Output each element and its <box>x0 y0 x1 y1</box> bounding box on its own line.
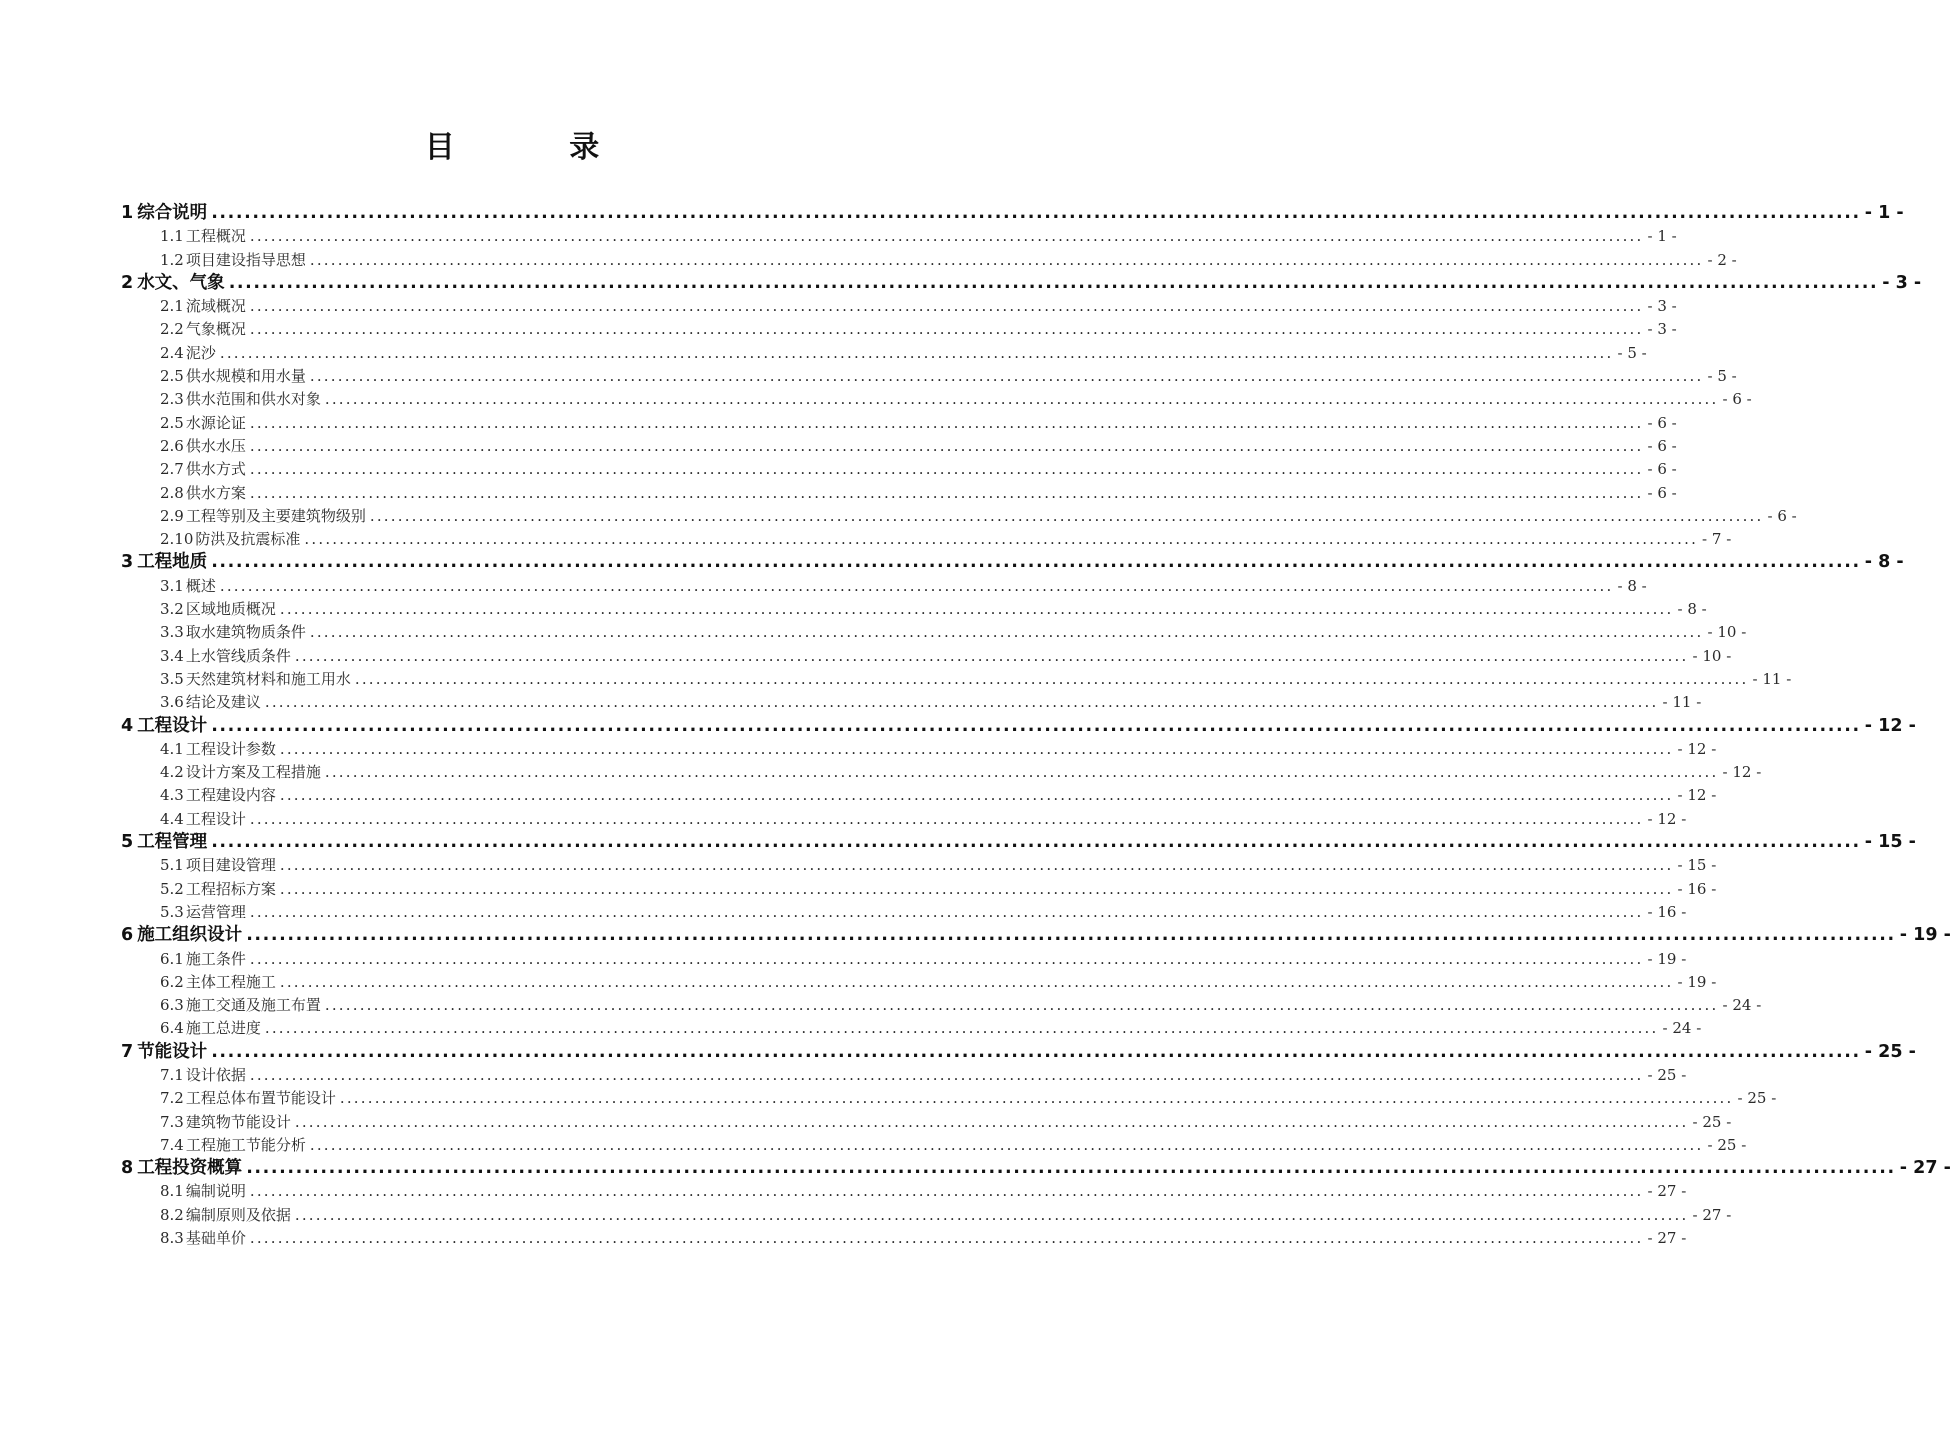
toc-entry-number: 5.3 <box>160 902 184 921</box>
toc-entry-label: 工程设计 <box>137 715 208 736</box>
toc-entry-label: 工程概况 <box>185 227 246 246</box>
toc-section-entry[interactable] <box>121 1180 1687 1203</box>
toc-entry-label: 运营管理 <box>185 902 246 921</box>
toc-page-number: - 27 - <box>1647 1182 1687 1201</box>
toc-entry-label: 供水规模和用水量 <box>185 367 306 386</box>
toc-chapter-entry[interactable] <box>121 924 1951 947</box>
toc-entry-number: 2.9 <box>160 506 184 525</box>
toc-page-number: - 6 - <box>1647 483 1677 502</box>
dot-leader: ........................................................................................................................................................................................................ <box>279 786 1674 805</box>
dot-leader: ........................................................................................................................................................................................................ <box>246 1158 1896 1179</box>
toc-section-entry[interactable] <box>121 691 1702 714</box>
dot-leader: ........................................................................................................................................................................................................ <box>279 879 1674 898</box>
toc-entry-number: 3.3 <box>160 623 184 642</box>
toc-entry-label: 工程设计 <box>185 809 246 828</box>
toc-entry-label: 施工交通及施工布置 <box>185 996 321 1015</box>
toc-section-entry[interactable] <box>121 994 1762 1017</box>
toc-entry-label: 结论及建议 <box>185 693 261 712</box>
toc-entry-label: 供水范围和供水对象 <box>185 390 321 409</box>
toc-section-entry[interactable] <box>121 388 1752 411</box>
toc-entry-label: 施工条件 <box>185 949 246 968</box>
toc-entry-label: 工程建设内容 <box>185 786 276 805</box>
toc-entry-label: 供水水压 <box>185 436 246 455</box>
toc-section-entry[interactable] <box>121 412 1677 435</box>
toc-entry-label: 工程地质 <box>137 552 208 573</box>
toc-entry-number: 2.5 <box>160 367 184 386</box>
dot-leader: ........................................................................................................................................................................................................ <box>294 646 1689 665</box>
toc-section-entry[interactable] <box>121 505 1797 528</box>
toc-page-number: - 12 - <box>1677 739 1717 758</box>
toc-page-number: - 27 - <box>1647 1229 1687 1248</box>
toc-entry-number: 4.2 <box>160 763 184 782</box>
dot-leader: ........................................................................................................................................................................................................ <box>309 367 1704 386</box>
toc-entry-number: 2.1 <box>160 297 184 316</box>
toc-section-entry[interactable] <box>121 668 1792 691</box>
toc-page-number: - 7 - <box>1702 530 1732 549</box>
toc-entry-number: 7.2 <box>160 1089 184 1108</box>
toc-section-entry[interactable] <box>121 1204 1732 1227</box>
toc-entry-number: 7 <box>121 1041 134 1062</box>
toc-entry-label: 综合说明 <box>137 203 208 223</box>
toc-page-number: - 1 - <box>1647 227 1677 246</box>
toc-page-number: - 24 - <box>1722 996 1762 1015</box>
dot-leader: ........................................................................................................................................................................................................ <box>354 669 1749 688</box>
toc-entry-label: 节能设计 <box>137 1041 208 1062</box>
toc-chapter-entry[interactable] <box>121 1157 1951 1180</box>
toc-entry-label: 上水管线质条件 <box>185 646 291 665</box>
toc-page-number: - 6 - <box>1647 460 1677 479</box>
toc-entry-label: 设计方案及工程措施 <box>185 763 321 782</box>
toc-entry-label: 设计依据 <box>185 1065 246 1084</box>
dot-leader: ........................................................................................................................................................................................................ <box>249 1182 1644 1201</box>
toc-page-number: - 16 - <box>1677 879 1717 898</box>
dot-leader: ........................................................................................................................................................................................................ <box>279 972 1674 991</box>
toc-entry-label: 取水建筑物质条件 <box>185 623 306 642</box>
toc-section-entry[interactable] <box>121 1111 1732 1134</box>
dot-leader: ........................................................................................................................................................................................................ <box>279 739 1674 758</box>
toc-entry-number: 6 <box>121 925 134 946</box>
toc-page-number: - 12 - <box>1677 786 1717 805</box>
dot-leader: ........................................................................................................................................................................................................ <box>324 390 1719 409</box>
toc-entry-number: 3.6 <box>160 693 184 712</box>
toc-entry-label: 概述 <box>185 576 216 595</box>
toc-entry-number: 3.2 <box>160 600 184 619</box>
dot-leader: ........................................................................................................................................................................................................ <box>219 576 1614 595</box>
toc-section-entry[interactable] <box>121 761 1762 784</box>
toc-entry-label: 泥沙 <box>185 343 216 362</box>
toc-chapter-entry[interactable] <box>121 202 1904 225</box>
toc-entry-number: 6.2 <box>160 972 184 991</box>
toc-section-entry[interactable] <box>121 318 1677 341</box>
dot-leader: ........................................................................................................................................................................................................ <box>219 343 1614 362</box>
page-title: 目 录 <box>424 130 652 165</box>
toc-entry-number: 1.2 <box>160 250 184 269</box>
toc-entry-label: 工程设计参数 <box>185 739 276 758</box>
dot-leader: ........................................................................................................................................................................................................ <box>211 832 1861 853</box>
toc-section-entry[interactable] <box>121 225 1677 248</box>
toc-section-entry[interactable] <box>121 458 1677 481</box>
toc-section-entry[interactable] <box>121 901 1687 924</box>
toc-page-number: - 1 - <box>1864 203 1904 223</box>
toc-section-entry[interactable] <box>121 1134 1747 1157</box>
dot-leader: ........................................................................................................................................................................................................ <box>249 227 1644 246</box>
toc-page-number: - 24 - <box>1662 1019 1702 1038</box>
toc-entry-label: 供水方案 <box>185 483 246 502</box>
toc-section-entry[interactable] <box>121 645 1732 668</box>
toc-entry-number: 2.3 <box>160 390 184 409</box>
toc-entry-label: 施工组织设计 <box>137 925 243 946</box>
dot-leader: ........................................................................................................................................................................................................ <box>246 925 1896 946</box>
toc-entry-number: 4.3 <box>160 786 184 805</box>
toc-entry-number: 2.7 <box>160 460 184 479</box>
toc-page-number: - 10 - <box>1707 623 1747 642</box>
toc-page-number: - 27 - <box>1692 1205 1732 1224</box>
toc-page-number: - 8 - <box>1677 600 1707 619</box>
dot-leader: ........................................................................................................................................................................................................ <box>309 623 1704 642</box>
toc-section-entry[interactable] <box>121 365 1737 388</box>
toc-page-number: - 6 - <box>1647 413 1677 432</box>
toc-entry-label: 水源论证 <box>185 413 246 432</box>
toc-page-number: - 8 - <box>1617 576 1647 595</box>
toc-page-number: - 15 - <box>1864 832 1916 853</box>
dot-leader: ........................................................................................................................................................................................................ <box>304 530 1699 549</box>
table-of-contents <box>121 202 1951 1250</box>
toc-page-number: - 19 - <box>1899 925 1951 946</box>
toc-entry-number: 4 <box>121 715 134 736</box>
dot-leader: ........................................................................................................................................................................................................ <box>369 506 1764 525</box>
toc-entry-number: 6.1 <box>160 949 184 968</box>
toc-entry-label: 工程施工节能分析 <box>185 1135 306 1154</box>
toc-chapter-entry[interactable] <box>121 715 1916 738</box>
dot-leader: ........................................................................................................................................................................................................ <box>249 902 1644 921</box>
toc-page-number: - 19 - <box>1647 949 1687 968</box>
toc-section-entry[interactable] <box>121 948 1687 971</box>
dot-leader: ........................................................................................................................................................................................................ <box>228 272 1879 293</box>
toc-entry-number: 4.1 <box>160 739 184 758</box>
toc-entry-number: 7.4 <box>160 1135 184 1154</box>
toc-entry-number: 7.1 <box>160 1065 184 1084</box>
toc-section-entry[interactable] <box>121 295 1677 318</box>
toc-page-number: - 10 - <box>1692 646 1732 665</box>
toc-entry-number: 7.3 <box>160 1112 184 1131</box>
toc-section-entry[interactable] <box>121 1017 1702 1040</box>
toc-section-entry[interactable] <box>121 1227 1687 1250</box>
toc-entry-label: 天然建筑材料和施工用水 <box>185 669 351 688</box>
dot-leader: ........................................................................................................................................................................................................ <box>249 483 1644 502</box>
toc-page-number: - 25 - <box>1707 1135 1747 1154</box>
toc-entry-label: 防洪及抗震标准 <box>195 530 301 549</box>
toc-entry-number: 2.6 <box>160 436 184 455</box>
toc-entry-number: 4.4 <box>160 809 184 828</box>
toc-entry-number: 5.1 <box>160 856 184 875</box>
toc-entry-label: 工程总体布置节能设计 <box>185 1089 336 1108</box>
toc-entry-label: 项目建设管理 <box>185 856 276 875</box>
dot-leader: ........................................................................................................................................................................................................ <box>249 1229 1644 1248</box>
dot-leader: ........................................................................................................................................................................................................ <box>264 1019 1659 1038</box>
toc-page-number: - 6 - <box>1647 436 1677 455</box>
toc-entry-number: 3.4 <box>160 646 184 665</box>
toc-entry-number: 3.1 <box>160 576 184 595</box>
toc-page-number: - 5 - <box>1707 367 1737 386</box>
toc-section-entry[interactable] <box>121 435 1677 458</box>
toc-section-entry[interactable] <box>121 738 1717 761</box>
dot-leader: ........................................................................................................................................................................................................ <box>249 460 1644 479</box>
toc-entry-number: 8.1 <box>160 1182 184 1201</box>
toc-page-number: - 25 - <box>1647 1065 1687 1084</box>
toc-entry-label: 主体工程施工 <box>185 972 276 991</box>
toc-section-entry[interactable] <box>121 854 1717 877</box>
toc-page-number: - 3 - <box>1647 297 1677 316</box>
toc-page-number: - 6 - <box>1722 390 1752 409</box>
toc-entry-number: 2.5 <box>160 413 184 432</box>
dot-leader: ........................................................................................................................................................................................................ <box>309 250 1704 269</box>
toc-entry-label: 编制原则及依据 <box>185 1205 291 1224</box>
toc-entry-number: 8.3 <box>160 1229 184 1248</box>
toc-entry-number: 8 <box>121 1158 134 1179</box>
toc-entry-number: 2.4 <box>160 343 184 362</box>
dot-leader: ........................................................................................................................................................................................................ <box>294 1112 1689 1131</box>
dot-leader: ........................................................................................................................................................................................................ <box>249 1065 1644 1084</box>
dot-leader: ........................................................................................................................................................................................................ <box>294 1205 1689 1224</box>
toc-page-number: - 25 - <box>1864 1041 1916 1062</box>
toc-page-number: - 12 - <box>1647 809 1687 828</box>
toc-entry-label: 基础单价 <box>185 1229 246 1248</box>
toc-entry-number: 5.2 <box>160 879 184 898</box>
dot-leader: ........................................................................................................................................................................................................ <box>279 856 1674 875</box>
toc-page-number: - 19 - <box>1677 972 1717 991</box>
dot-leader: ........................................................................................................................................................................................................ <box>249 949 1644 968</box>
dot-leader: ........................................................................................................................................................................................................ <box>249 297 1644 316</box>
toc-section-entry[interactable] <box>121 784 1717 807</box>
toc-entry-number: 6.3 <box>160 996 184 1015</box>
dot-leader: ........................................................................................................................................................................................................ <box>211 715 1861 736</box>
toc-section-entry[interactable] <box>121 1087 1777 1110</box>
toc-entry-number: 1.1 <box>160 227 184 246</box>
toc-entry-label: 工程招标方案 <box>185 879 276 898</box>
toc-section-entry[interactable] <box>121 598 1707 621</box>
toc-section-entry[interactable] <box>121 808 1687 831</box>
toc-entry-number: 2.2 <box>160 320 184 339</box>
toc-entry-label: 施工总进度 <box>185 1019 261 1038</box>
toc-entry-number: 2.10 <box>160 530 194 549</box>
toc-entry-label: 工程投资概算 <box>137 1158 243 1179</box>
toc-section-entry[interactable] <box>121 621 1747 644</box>
dot-leader: ........................................................................................................................................................................................................ <box>211 552 1861 573</box>
toc-entry-number: 6.4 <box>160 1019 184 1038</box>
toc-entry-label: 气象概况 <box>185 320 246 339</box>
dot-leader: ........................................................................................................................................................................................................ <box>249 809 1644 828</box>
toc-entry-number: 8.2 <box>160 1205 184 1224</box>
dot-leader: ........................................................................................................................................................................................................ <box>324 763 1719 782</box>
toc-chapter-entry[interactable] <box>121 831 1916 854</box>
toc-entry-number: 3 <box>121 552 134 573</box>
toc-entry-number: 2 <box>121 272 134 293</box>
toc-section-entry[interactable] <box>121 249 1737 272</box>
toc-entry-number: 3.5 <box>160 669 184 688</box>
dot-leader: ........................................................................................................................................................................................................ <box>279 600 1674 619</box>
dot-leader: ........................................................................................................................................................................................................ <box>211 203 1861 223</box>
toc-section-entry[interactable] <box>121 342 1647 365</box>
dot-leader: ........................................................................................................................................................................................................ <box>324 996 1719 1015</box>
toc-page-number: - 3 - <box>1882 272 1922 293</box>
toc-page-number: - 25 - <box>1737 1089 1777 1108</box>
toc-page-number: - 16 - <box>1647 902 1687 921</box>
toc-entry-label: 编制说明 <box>185 1182 246 1201</box>
toc-section-entry[interactable] <box>121 1064 1687 1087</box>
dot-leader: ........................................................................................................................................................................................................ <box>249 320 1644 339</box>
toc-page-number: - 12 - <box>1722 763 1762 782</box>
toc-chapter-entry[interactable] <box>121 1041 1916 1064</box>
toc-entry-label: 工程等别及主要建筑物级别 <box>185 506 366 525</box>
dot-leader: ........................................................................................................................................................................................................ <box>249 413 1644 432</box>
dot-leader: ........................................................................................................................................................................................................ <box>309 1135 1704 1154</box>
toc-section-entry[interactable] <box>121 575 1647 598</box>
toc-entry-label: 供水方式 <box>185 460 246 479</box>
toc-page-number: - 27 - <box>1899 1158 1951 1179</box>
dot-leader: ........................................................................................................................................................................................................ <box>211 1041 1861 1062</box>
toc-section-entry[interactable] <box>121 482 1677 505</box>
toc-page-number: - 11 - <box>1662 693 1702 712</box>
toc-entry-number: 5 <box>121 832 134 853</box>
toc-section-entry[interactable] <box>121 971 1717 994</box>
toc-entry-number: 1 <box>121 203 134 223</box>
toc-section-entry[interactable] <box>121 878 1717 901</box>
toc-entry-label: 水文、气象 <box>137 272 225 293</box>
toc-chapter-entry[interactable] <box>121 551 1904 574</box>
dot-leader: ........................................................................................................................................................................................................ <box>339 1089 1734 1108</box>
dot-leader: ........................................................................................................................................................................................................ <box>249 436 1644 455</box>
toc-page-number: - 5 - <box>1617 343 1647 362</box>
toc-entry-label: 建筑物节能设计 <box>185 1112 291 1131</box>
toc-page-number: - 2 - <box>1707 250 1737 269</box>
toc-page-number: - 8 - <box>1864 552 1904 573</box>
toc-entry-label: 流域概况 <box>185 297 246 316</box>
toc-section-entry[interactable] <box>121 528 1732 551</box>
toc-entry-label: 工程管理 <box>137 832 208 853</box>
toc-entry-number: 2.8 <box>160 483 184 502</box>
toc-page-number: - 6 - <box>1767 506 1797 525</box>
toc-chapter-entry[interactable] <box>121 272 1922 295</box>
toc-page-number: - 3 - <box>1647 320 1677 339</box>
toc-entry-label: 区域地质概况 <box>185 600 276 619</box>
toc-entry-label: 项目建设指导思想 <box>185 250 306 269</box>
toc-page-number: - 15 - <box>1677 856 1717 875</box>
toc-page-number: - 25 - <box>1692 1112 1732 1131</box>
toc-page-number: - 12 - <box>1864 715 1916 736</box>
toc-page-number: - 11 - <box>1752 669 1792 688</box>
dot-leader: ........................................................................................................................................................................................................ <box>264 693 1659 712</box>
